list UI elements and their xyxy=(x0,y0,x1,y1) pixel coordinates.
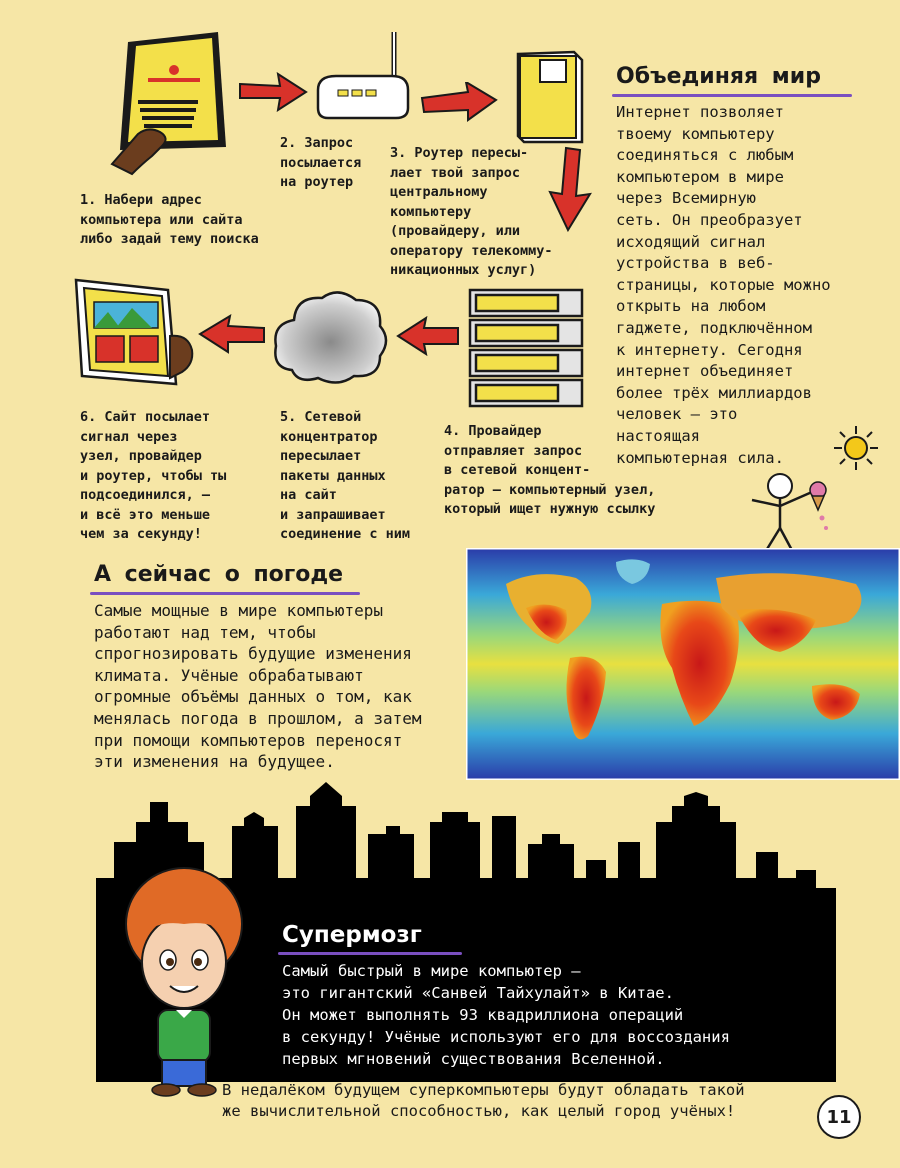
step-1-caption: 1. Набери адрес компьютера или сайта либо задай тему поиска xyxy=(80,192,259,247)
cloud-icon xyxy=(268,284,392,388)
network-section-title: Объединяя мир xyxy=(616,64,821,89)
arrow-left-icon xyxy=(198,314,266,354)
arrow-right-icon xyxy=(420,82,498,122)
server-rack-icon xyxy=(462,282,592,412)
step-2-caption: 2. Запрос посылается на роутер xyxy=(280,135,362,190)
title-underline xyxy=(612,94,852,97)
step-6-caption: 6. Сайт посылает сигнал через узел, провайдер и роутер, чтобы ты подсоединился, — и всё это меньше чем за секунду! xyxy=(80,409,227,542)
boy-illustration xyxy=(122,864,246,1104)
step-5-caption: 5. Сетевой концентратор пересылает пакеты данных на сайт и запрашивает соединение с ним xyxy=(280,409,411,542)
stick-figure-icon xyxy=(742,470,838,556)
network-section-body: Интернет позволяет твоему компьютеру соединяться с любым компьютером в мире через Всемирную сеть. Он преобразует исходящий сигнал устройства в веб- страницы, которые можно открыть на любом гаджете, подключённом к интернету. Сегодня интернет объединяет более трёх миллиардов человек — это настоящая компьютерная сила. xyxy=(616,103,831,467)
page-number: 11 xyxy=(817,1095,861,1139)
arrow-right-icon xyxy=(238,72,308,112)
world-temperature-map xyxy=(466,548,900,780)
step-3-caption: 3. Роутер пересы- лает твой запрос центральному компьютеру (провайдеру, или оператору телекомму- никационных услуг) xyxy=(390,145,553,278)
weather-section-body: Самые мощные в мире компьютеры работают над тем, чтобы спрогнозировать будущие изменения климата. Учёные обрабатывают огромные объёмы данных о том, как менялась погода в прошлом, а затем при помощи компьютеров переносят эти изменения на будущее. xyxy=(94,601,422,772)
footer-note: В недалёком будущем суперкомпьютеры будут обладать такой же вычислительной способностью, как целый город учёных! xyxy=(222,1081,745,1120)
laptop-icon xyxy=(108,22,233,182)
step-4-caption: 4. Провайдер отправляет запрос в сетевой концент- ратор — компьютерный узел, который ищет нужную ссылку xyxy=(444,423,656,517)
supermind-section-body: Самый быстрый в мире компьютер — это гигантский «Санвей Тайхулайт» в Китае. Он может выполнять 93 квадриллиона операций в секунду! Учёные используют его для воссоздания первых мгновений существования Вселенной. xyxy=(282,962,730,1068)
supermind-section-title: Супермозг xyxy=(282,922,422,948)
title-underline xyxy=(90,592,360,595)
weather-section-title: А сейчас о погоде xyxy=(94,562,344,587)
title-underline xyxy=(278,952,462,955)
arrow-left-icon xyxy=(396,316,460,356)
router-icon xyxy=(312,28,412,123)
server-icon xyxy=(510,46,590,146)
sun-icon xyxy=(832,424,880,472)
tablet-icon xyxy=(72,276,202,388)
arrow-down-icon xyxy=(546,146,592,232)
